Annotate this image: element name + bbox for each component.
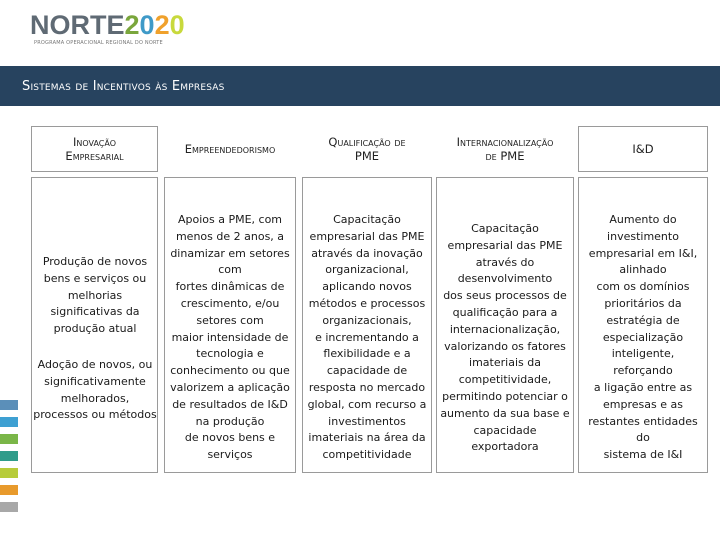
- inovacao-text-produto: Produção de novos bens e serviços ou melhorias significativas da produção atual: [42, 255, 148, 336]
- logo-year-text: [125, 10, 185, 40]
- header-qualificacao-pme: Qualificação de PME: [328, 135, 406, 163]
- side-strip-segment: [0, 468, 18, 478]
- id-text: Aumento do investimento empresarial em I&I, alinhado com os domínios prioritários da estratégia de especialização inteligente, reforçando a ligação entre as empresas e as restantes entidades do sistema de I&I: [588, 213, 698, 462]
- side-strip-segment: [0, 400, 18, 410]
- internacionalizacao-text: Capacitação empresarial das PME através do desenvolvimento dos seus processos de qualificação para a internacionalização, valorizando os fatores imateriais da competitividade, permitindo potenciar o aumento da sua base e capacidade exportadora: [440, 222, 570, 454]
- side-strip-segment: [0, 451, 18, 461]
- side-strip-segment: [0, 417, 18, 427]
- logo-year-digit: 2: [124, 10, 140, 40]
- logo-year-digit: 0: [169, 10, 185, 40]
- side-strip-segment: [0, 502, 18, 512]
- logo-year-digit: 0: [139, 10, 155, 40]
- logo-year-digit: 2: [154, 10, 170, 40]
- qualificacao-text: Capacitação empresarial das PME através da inovação organizacional, aplicando novos métodos e processos organizacionais, e incrementando a flexibilidade e a capacidade de resposta no mercado global, com recurso a investimentos imateriais na área da competitividade: [307, 213, 427, 462]
- logo-subtitle: PROGRAMA OPERACIONAL REGIONAL DO NORTE: [34, 40, 163, 46]
- logo-norte-text: NORTE: [30, 10, 125, 40]
- header-inovacao-empresarial: Inovação Empresarial: [31, 126, 158, 172]
- side-strip-segment: [0, 434, 18, 444]
- page-title: Sistemas de Incentivos às Empresas: [22, 79, 225, 94]
- header-internacionalizacao-pme: Internacionalização de PME: [456, 135, 554, 163]
- side-strip-segment: [0, 485, 18, 495]
- header-empreendedorismo: Empreendedorismo: [184, 142, 276, 156]
- empreendedorismo-text: Apoios a PME, com menos de 2 anos, a dinamizar em setores com fortes dinâmicas de crescimento, e/ou setores com maior intensidade de tecnologia e conhecimento ou que valorizem a aplicação de resultados de I&D na produção de novos bens e serviços: [170, 213, 290, 462]
- norte2020-logo: [30, 10, 230, 50]
- inovacao-text-processo: Adoção de novos, ou significativamente melhorados, processos ou métodos: [33, 358, 157, 422]
- header-id: I&D: [578, 126, 708, 172]
